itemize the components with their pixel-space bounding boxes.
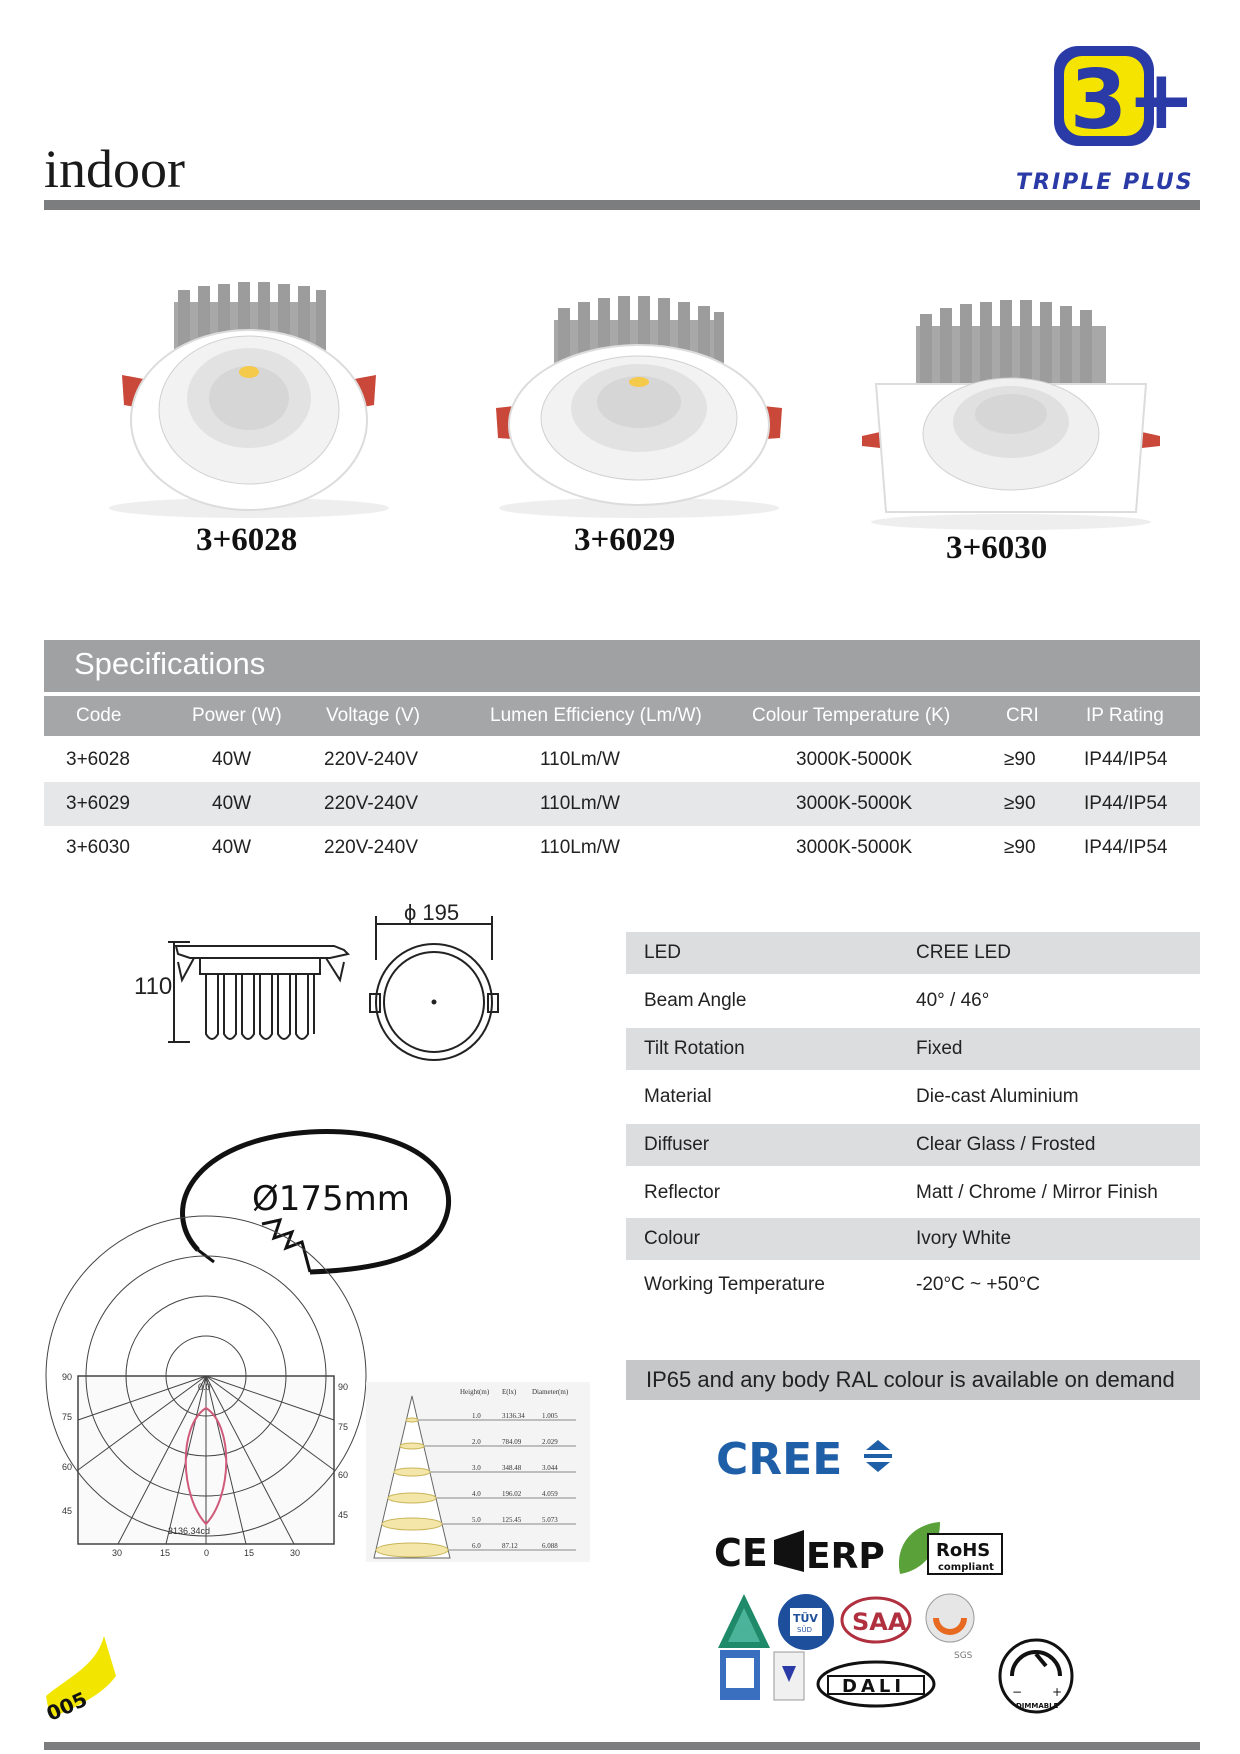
attribute-value: Clear Glass / Frosted	[916, 1134, 1096, 1155]
cone-cell: 87.12	[502, 1542, 518, 1550]
cell-lumen: 110Lm/W	[540, 749, 620, 770]
attribute-label: Reflector	[644, 1182, 721, 1203]
spec-row	[44, 782, 1200, 826]
cree-wordmark: CREE	[716, 1434, 843, 1485]
logo-number: 3+	[1070, 53, 1196, 148]
cone-cell: 3.0	[472, 1464, 481, 1472]
polar-center-label: 0.0	[198, 1382, 211, 1392]
cone-cell: 1.005	[542, 1412, 558, 1420]
cell-code: 3+6028	[66, 749, 130, 770]
cell-lumen: 110Lm/W	[540, 837, 620, 858]
polar-angle-label: 30	[112, 1548, 123, 1558]
attribute-label: Material	[644, 1086, 712, 1107]
polar-angle-label: 15	[244, 1548, 255, 1558]
cell-cri: ≥90	[1004, 837, 1036, 858]
product-code: 3+6028	[196, 522, 298, 558]
polar-angle-label: 75	[62, 1412, 73, 1422]
attribute-value: -20°C ~ +50°C	[916, 1274, 1040, 1295]
attribute-row	[626, 1264, 1200, 1306]
polar-angle-label: 60	[338, 1470, 349, 1480]
polar-angle-label: 15	[160, 1548, 171, 1558]
cone-cell: 196.02	[502, 1490, 522, 1498]
cone-header: E(lx)	[502, 1388, 517, 1396]
cone-cell: 125.45	[502, 1516, 522, 1524]
cell-ip: IP44/IP54	[1084, 837, 1168, 858]
tuv-sud: SÜD	[797, 1626, 812, 1634]
polar-light-distribution	[58, 1366, 354, 1556]
attribute-row	[626, 932, 1200, 974]
cone-cell: 2.029	[542, 1438, 558, 1446]
cone-cell: 6.0	[472, 1542, 481, 1550]
cell-voltage: 220V-240V	[324, 749, 419, 770]
beam-cone-diagram	[366, 1382, 590, 1562]
cell-ip: IP44/IP54	[1084, 793, 1168, 814]
attribute-label: LED	[644, 942, 681, 963]
attribute-label: Working Temperature	[644, 1274, 825, 1295]
attribute-row	[626, 1076, 1200, 1118]
attribute-value: Die-cast Aluminium	[916, 1086, 1079, 1107]
cone-header: Height(m)	[460, 1388, 490, 1396]
cell-cri: ≥90	[1004, 793, 1036, 814]
product-image-3-6029	[484, 290, 794, 540]
dimmable-mark: DIMMABLE	[1016, 1702, 1059, 1710]
brand-name: TRIPLE PLUS	[1016, 170, 1194, 195]
cell-code: 3+6030	[66, 837, 130, 858]
rohs-compliant: compliant	[938, 1562, 994, 1573]
page-number: 005	[42, 1686, 91, 1726]
cell-power: 40W	[212, 793, 252, 814]
polar-angle-label: 45	[338, 1510, 349, 1520]
brand-logo	[1052, 44, 1196, 154]
spec-row	[44, 738, 1200, 782]
certification-logos-row3	[716, 1636, 1076, 1720]
cell-power: 40W	[212, 749, 252, 770]
col-code: Code	[76, 705, 122, 726]
svg-text:+: +	[1052, 1685, 1063, 1699]
erp-mark: ERP	[806, 1536, 885, 1577]
spec-column-headers	[44, 696, 1200, 736]
cone-cell: 1.0	[472, 1412, 481, 1420]
attribute-value: CREE LED	[916, 942, 1012, 963]
cone-cell: 3.044	[542, 1464, 558, 1472]
tuv-mark: TÜV	[793, 1612, 818, 1625]
cell-lumen: 110Lm/W	[540, 793, 620, 814]
cone-cell: 6.088	[542, 1542, 558, 1550]
col-voltage: Voltage (V)	[326, 705, 420, 726]
attribute-row	[626, 1218, 1200, 1260]
attribute-label: Beam Angle	[644, 990, 747, 1011]
cell-power: 40W	[212, 837, 252, 858]
cell-cri: ≥90	[1004, 749, 1036, 770]
cone-header: Diameter(m)	[532, 1388, 569, 1396]
polar-peak-label: 3136.34cd	[168, 1526, 211, 1536]
polar-angle-label: 30	[290, 1548, 301, 1558]
product-code: 3+6029	[574, 522, 676, 558]
cell-voltage: 220V-240V	[324, 837, 419, 858]
specifications-header	[44, 640, 1200, 692]
polar-angle-label: 45	[62, 1506, 73, 1516]
cone-cell: 5.0	[472, 1516, 481, 1524]
cell-ip: IP44/IP54	[1084, 749, 1168, 770]
cone-cell: 5.073	[542, 1516, 558, 1524]
availability-notice	[626, 1360, 1200, 1400]
cell-colour-temp: 3000K-5000K	[796, 793, 913, 814]
eac-mark	[774, 1530, 804, 1572]
cree-logo	[716, 1428, 906, 1488]
polar-angle-label: 75	[338, 1422, 349, 1432]
cone-cell: 4.0	[472, 1490, 481, 1498]
polar-angle-label: 90	[62, 1372, 73, 1382]
page-title: indoor	[44, 139, 185, 199]
attribute-label: Tilt Rotation	[644, 1038, 745, 1059]
height-dimension: 110	[134, 973, 173, 1000]
cell-voltage: 220V-240V	[324, 793, 419, 814]
notice-text: IP65 and any body RAL colour is available on demand	[646, 1367, 1175, 1392]
cutout-drawing	[170, 1120, 460, 1290]
polar-angle-label: 0	[204, 1548, 210, 1558]
col-ip: IP Rating	[1086, 705, 1164, 726]
attribute-value: Matt / Chrome / Mirror Finish	[916, 1182, 1158, 1203]
rohs-mark: RoHS	[936, 1540, 991, 1561]
ce-mark: CE	[714, 1531, 768, 1575]
product-image-3-6028	[94, 280, 404, 530]
cell-colour-temp: 3000K-5000K	[796, 749, 913, 770]
attribute-label: Diffuser	[644, 1134, 710, 1155]
cone-cell: 2.0	[472, 1438, 481, 1446]
cutout-dimension: Ø175mm	[252, 1179, 410, 1219]
dimension-drawing	[130, 900, 510, 1070]
specifications-title: Specifications	[74, 646, 266, 681]
page-number-tab	[40, 1636, 120, 1726]
attribute-row	[626, 1028, 1200, 1070]
polar-angle-label: 90	[338, 1382, 349, 1392]
dali-mark: DALI	[842, 1676, 906, 1697]
product-image-3-6030	[856, 296, 1166, 546]
attribute-row	[626, 980, 1200, 1022]
saa-mark: SAA	[852, 1608, 907, 1636]
sgs-mark: SGS	[954, 1651, 973, 1661]
cone-cell: 3136.34	[502, 1412, 525, 1420]
attribute-value: Fixed	[916, 1038, 963, 1059]
col-colour-temp: Colour Temperature (K)	[752, 705, 951, 726]
cone-cell: 348.48	[502, 1464, 522, 1472]
footer-rule	[44, 1742, 1200, 1750]
attribute-value: Ivory White	[916, 1228, 1012, 1249]
attribute-label: Colour	[644, 1228, 700, 1249]
cone-cell: 4.059	[542, 1490, 558, 1498]
attribute-row	[626, 1172, 1200, 1214]
compliance-logos	[714, 1518, 1004, 1588]
cell-colour-temp: 3000K-5000K	[796, 837, 913, 858]
attribute-value: 40° / 46°	[916, 990, 990, 1011]
col-cri: CRI	[1006, 705, 1039, 726]
polar-angle-label: 60	[62, 1462, 73, 1472]
spec-row	[44, 826, 1200, 870]
cone-cell: 784.09	[502, 1438, 522, 1446]
attribute-row	[626, 1124, 1200, 1166]
diameter-dimension: ϕ 195	[404, 900, 460, 925]
col-lumen: Lumen Efficiency (Lm/W)	[490, 705, 702, 726]
col-power: Power (W)	[192, 705, 282, 726]
cell-code: 3+6029	[66, 793, 130, 814]
svg-text:−: −	[1012, 1685, 1023, 1699]
product-code: 3+6030	[946, 530, 1048, 566]
header-rule	[44, 200, 1200, 210]
